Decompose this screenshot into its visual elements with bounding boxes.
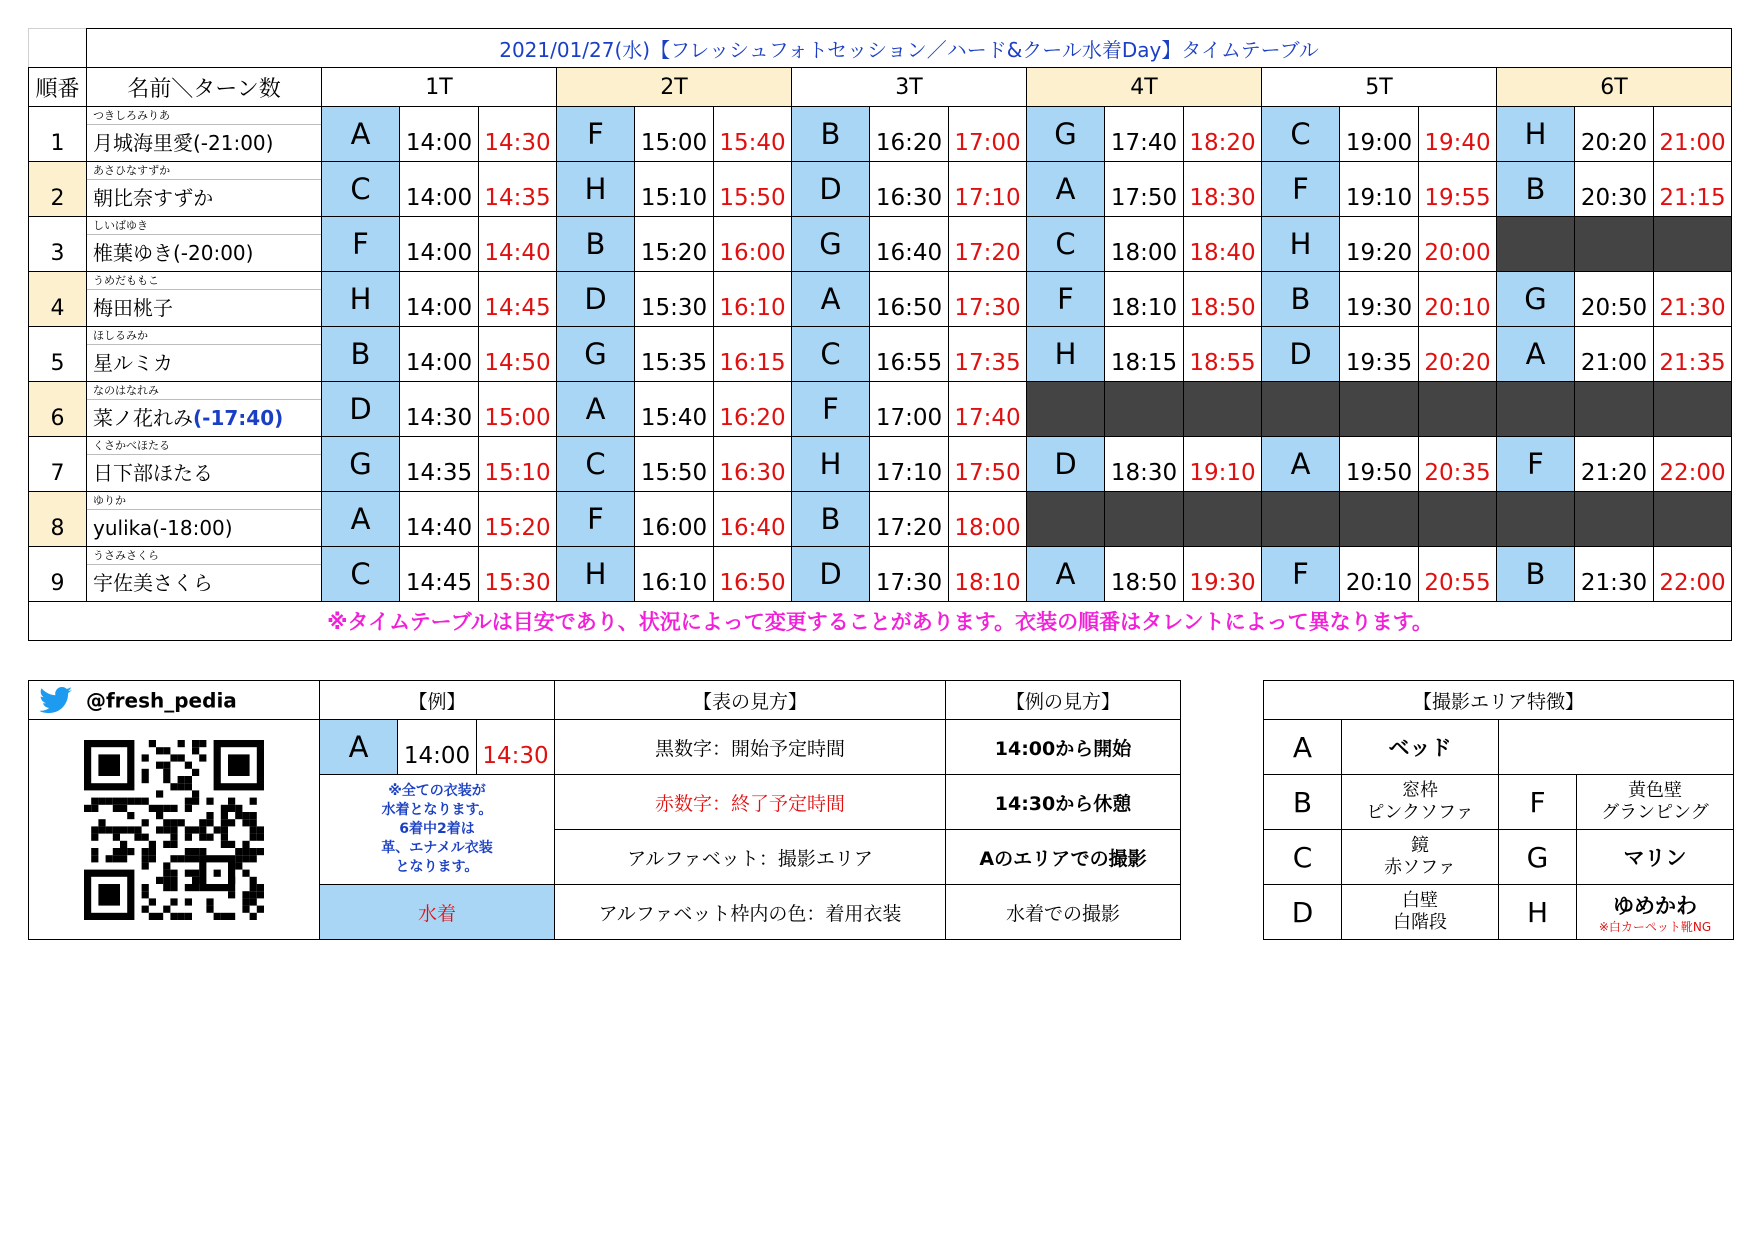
costume-note-line: 水着となります。 bbox=[381, 802, 493, 818]
session-start-time: 18:10 bbox=[1105, 272, 1184, 327]
costume-note-line: 革、エナメル衣装 bbox=[381, 840, 493, 856]
session-area: H bbox=[1497, 107, 1575, 162]
session-end-time: 14:30 bbox=[479, 107, 557, 162]
session-area: D bbox=[792, 547, 870, 602]
session-end-time: 18:20 bbox=[1184, 107, 1262, 162]
notice-text: ※タイムテーブルは目安であり、状況によって変更することがあります。衣装の順番はタレントによって異なります。 bbox=[29, 602, 1732, 641]
costume-note-line: 6着中2着は bbox=[399, 821, 475, 837]
area-feature-a bbox=[1342, 720, 1499, 775]
feature-line: 赤ソファ bbox=[1384, 857, 1456, 878]
area-feature-d bbox=[1342, 885, 1499, 940]
performer-kana: しいばゆき bbox=[87, 217, 321, 235]
performer-name-text: 朝比奈すずか bbox=[93, 186, 214, 210]
session-end-time: 21:15 bbox=[1654, 162, 1732, 217]
session-start-time: 14:00 bbox=[400, 327, 479, 382]
performer-name-text: 星ルミカ bbox=[93, 351, 173, 375]
example-costume-meaning: 水着での撮影 bbox=[946, 885, 1181, 940]
session-area: H bbox=[322, 272, 400, 327]
table-row bbox=[29, 272, 1732, 327]
session-end-time: 15:30 bbox=[479, 547, 557, 602]
session-end-time: 16:00 bbox=[714, 217, 792, 272]
session-end-time: 18:40 bbox=[1184, 217, 1262, 272]
example-area-letter: A bbox=[320, 720, 398, 775]
unavailable-slot bbox=[1262, 382, 1340, 437]
header-turn-6: 6T bbox=[1497, 68, 1732, 107]
row-order: 8 bbox=[29, 492, 87, 547]
table-row bbox=[29, 492, 1732, 547]
performer-name-cell bbox=[87, 327, 322, 382]
performer-name bbox=[87, 510, 321, 546]
session-end-time: 18:50 bbox=[1184, 272, 1262, 327]
session-end-time: 17:00 bbox=[949, 107, 1027, 162]
table-row bbox=[29, 382, 1732, 437]
session-start-time: 17:40 bbox=[1105, 107, 1184, 162]
area-letter-g: G bbox=[1499, 830, 1577, 885]
performer-name-text: 日下部ほたる bbox=[93, 461, 213, 485]
feature-line: ベッド bbox=[1388, 736, 1452, 760]
session-start-time: 21:20 bbox=[1575, 437, 1654, 492]
table-row bbox=[29, 162, 1732, 217]
area-letter-c: C bbox=[1264, 830, 1342, 885]
qr-code-icon[interactable] bbox=[84, 740, 264, 920]
session-area: F bbox=[1027, 272, 1105, 327]
session-area: A bbox=[1027, 547, 1105, 602]
unavailable-slot bbox=[1262, 492, 1340, 547]
session-start-time: 16:00 bbox=[635, 492, 714, 547]
area-feature-f bbox=[1577, 775, 1734, 830]
legend-table bbox=[28, 680, 1181, 940]
session-start-time: 15:40 bbox=[635, 382, 714, 437]
corner-cell bbox=[29, 29, 87, 68]
session-start-time: 15:30 bbox=[635, 272, 714, 327]
session-start-time: 15:20 bbox=[635, 217, 714, 272]
row-order: 4 bbox=[29, 272, 87, 327]
session-start-time: 14:00 bbox=[400, 162, 479, 217]
session-end-time: 21:35 bbox=[1654, 327, 1732, 382]
session-end-time: 16:10 bbox=[714, 272, 792, 327]
session-area: F bbox=[1262, 547, 1340, 602]
session-area: C bbox=[792, 327, 870, 382]
unavailable-slot bbox=[1027, 492, 1105, 547]
area-features-header: 【撮影エリア特徴】 bbox=[1264, 681, 1734, 720]
header-turn-5: 5T bbox=[1262, 68, 1497, 107]
session-end-time: 16:20 bbox=[714, 382, 792, 437]
session-area: D bbox=[1262, 327, 1340, 382]
session-area: H bbox=[1027, 327, 1105, 382]
session-area: A bbox=[557, 382, 635, 437]
unavailable-slot bbox=[1105, 492, 1184, 547]
session-end-time: 21:00 bbox=[1654, 107, 1732, 162]
session-start-time: 19:30 bbox=[1340, 272, 1419, 327]
feature-line: ゆめかわ bbox=[1613, 894, 1697, 918]
table-row bbox=[29, 217, 1732, 272]
performer-name bbox=[87, 290, 321, 326]
performer-name-text: 梅田桃子 bbox=[93, 296, 173, 320]
twitter-bird-icon bbox=[29, 687, 86, 711]
session-area: H bbox=[557, 162, 635, 217]
session-start-time: 20:20 bbox=[1575, 107, 1654, 162]
session-area: B bbox=[792, 107, 870, 162]
session-end-time: 18:30 bbox=[1184, 162, 1262, 217]
session-end-time: 18:55 bbox=[1184, 327, 1262, 382]
feature-line: 白階段 bbox=[1393, 912, 1447, 933]
social-handle bbox=[29, 681, 320, 720]
unavailable-slot bbox=[1419, 382, 1497, 437]
session-end-time: 19:30 bbox=[1184, 547, 1262, 602]
session-area: C bbox=[1027, 217, 1105, 272]
session-start-time: 19:10 bbox=[1340, 162, 1419, 217]
session-start-time: 19:35 bbox=[1340, 327, 1419, 382]
session-area: F bbox=[1262, 162, 1340, 217]
session-area: C bbox=[322, 162, 400, 217]
session-area: F bbox=[322, 217, 400, 272]
session-start-time: 15:00 bbox=[635, 107, 714, 162]
area-feature-h bbox=[1577, 885, 1734, 940]
example-start-meaning: 14:00から開始 bbox=[946, 720, 1181, 775]
session-start-time: 15:10 bbox=[635, 162, 714, 217]
page-title: 2021/01/27(水)【フレッシュフォトセッション／ハード&クール水着Day】タイムテーブル bbox=[87, 29, 1732, 68]
session-end-time: 19:40 bbox=[1419, 107, 1497, 162]
feature-line: 白壁 bbox=[1402, 890, 1438, 911]
performer-name bbox=[87, 455, 321, 491]
area-feature-c bbox=[1342, 830, 1499, 885]
session-start-time: 14:00 bbox=[400, 272, 479, 327]
session-start-time: 15:35 bbox=[635, 327, 714, 382]
session-start-time: 16:50 bbox=[870, 272, 949, 327]
session-end-time: 16:50 bbox=[714, 547, 792, 602]
unavailable-slot bbox=[1497, 382, 1575, 437]
session-area: G bbox=[322, 437, 400, 492]
session-end-time: 20:10 bbox=[1419, 272, 1497, 327]
performer-name bbox=[87, 400, 321, 436]
unavailable-slot bbox=[1184, 382, 1262, 437]
area-h-note: ※白カーペット靴NG bbox=[1598, 920, 1712, 934]
unavailable-slot bbox=[1654, 382, 1732, 437]
costume-note-line: となります。 bbox=[395, 859, 479, 875]
session-area: B bbox=[557, 217, 635, 272]
session-area: C bbox=[322, 547, 400, 602]
row-order: 1 bbox=[29, 107, 87, 162]
performer-name-cell bbox=[87, 492, 322, 547]
session-area: B bbox=[1497, 547, 1575, 602]
session-start-time: 18:50 bbox=[1105, 547, 1184, 602]
session-end-time: 15:00 bbox=[479, 382, 557, 437]
session-area: A bbox=[1262, 437, 1340, 492]
unavailable-slot bbox=[1575, 217, 1654, 272]
session-end-time: 18:00 bbox=[949, 492, 1027, 547]
header-name-turn: 名前＼ターン数 bbox=[87, 68, 322, 107]
session-area: B bbox=[322, 327, 400, 382]
session-start-time: 17:50 bbox=[1105, 162, 1184, 217]
session-start-time: 20:50 bbox=[1575, 272, 1654, 327]
unavailable-slot bbox=[1419, 492, 1497, 547]
performer-kana: ゆりか bbox=[87, 492, 321, 510]
feature-line: ピンクソファ bbox=[1366, 802, 1474, 823]
unavailable-slot bbox=[1340, 492, 1419, 547]
session-start-time: 20:30 bbox=[1575, 162, 1654, 217]
session-end-time: 17:10 bbox=[949, 162, 1027, 217]
session-start-time: 19:00 bbox=[1340, 107, 1419, 162]
performer-kana: うめだももこ bbox=[87, 272, 321, 290]
performer-name bbox=[87, 235, 321, 271]
session-area: H bbox=[792, 437, 870, 492]
area-letter-d: D bbox=[1264, 885, 1342, 940]
session-area: D bbox=[322, 382, 400, 437]
example-header: 【例】 bbox=[320, 681, 555, 720]
qr-code-cell bbox=[29, 720, 320, 940]
area-features-table bbox=[1263, 680, 1734, 940]
area-feature-b bbox=[1342, 775, 1499, 830]
session-area: C bbox=[1262, 107, 1340, 162]
session-start-time: 16:30 bbox=[870, 162, 949, 217]
session-area: F bbox=[1497, 437, 1575, 492]
session-end-time: 22:00 bbox=[1654, 437, 1732, 492]
area-letter-b: B bbox=[1264, 775, 1342, 830]
session-end-time: 15:40 bbox=[714, 107, 792, 162]
performer-name-text: 宇佐美さくら bbox=[93, 571, 213, 595]
performer-kana: つきしろみりあ bbox=[87, 107, 321, 125]
performer-leave-note: (-17:40) bbox=[193, 406, 284, 430]
session-end-time: 15:10 bbox=[479, 437, 557, 492]
example-start-time: 14:00 bbox=[398, 720, 477, 775]
header-turn-4: 4T bbox=[1027, 68, 1262, 107]
feature-line: グランピング bbox=[1601, 802, 1709, 823]
session-area: F bbox=[792, 382, 870, 437]
session-start-time: 14:30 bbox=[400, 382, 479, 437]
performer-name-cell bbox=[87, 217, 322, 272]
howto-header: 【表の見方】 bbox=[555, 681, 946, 720]
performer-name-cell bbox=[87, 382, 322, 437]
area-empty-cell bbox=[1499, 720, 1734, 775]
session-area: A bbox=[322, 492, 400, 547]
unavailable-slot bbox=[1654, 492, 1732, 547]
session-area: G bbox=[1497, 272, 1575, 327]
row-order: 9 bbox=[29, 547, 87, 602]
example-howto-header: 【例の見方】 bbox=[946, 681, 1181, 720]
session-area: C bbox=[557, 437, 635, 492]
unavailable-slot bbox=[1184, 492, 1262, 547]
header-order: 順番 bbox=[29, 68, 87, 107]
session-start-time: 16:40 bbox=[870, 217, 949, 272]
table-row bbox=[29, 327, 1732, 382]
performer-kana: うさみさくら bbox=[87, 547, 321, 565]
feature-line: マリン bbox=[1623, 846, 1687, 870]
performer-kana: ほしるみか bbox=[87, 327, 321, 345]
session-end-time: 14:45 bbox=[479, 272, 557, 327]
row-order: 3 bbox=[29, 217, 87, 272]
session-start-time: 17:30 bbox=[870, 547, 949, 602]
timetable bbox=[28, 28, 1732, 641]
header-turn-3: 3T bbox=[792, 68, 1027, 107]
session-area: D bbox=[792, 162, 870, 217]
session-start-time: 21:30 bbox=[1575, 547, 1654, 602]
performer-name bbox=[87, 180, 321, 216]
performer-name-text: yulika(-18:00) bbox=[93, 516, 233, 540]
area-letter-h: H bbox=[1499, 885, 1577, 940]
performer-name-text: 菜ノ花れみ bbox=[93, 406, 193, 430]
session-area: A bbox=[322, 107, 400, 162]
session-start-time: 16:55 bbox=[870, 327, 949, 382]
unavailable-slot bbox=[1497, 492, 1575, 547]
unavailable-slot bbox=[1575, 492, 1654, 547]
session-area: G bbox=[792, 217, 870, 272]
row-order: 6 bbox=[29, 382, 87, 437]
session-end-time: 17:40 bbox=[949, 382, 1027, 437]
unavailable-slot bbox=[1340, 382, 1419, 437]
performer-name-cell bbox=[87, 437, 322, 492]
unavailable-slot bbox=[1027, 382, 1105, 437]
session-end-time: 17:50 bbox=[949, 437, 1027, 492]
feature-line: 鏡 bbox=[1411, 835, 1429, 856]
session-end-time: 19:55 bbox=[1419, 162, 1497, 217]
performer-name-cell bbox=[87, 107, 322, 162]
header-turn-2: 2T bbox=[557, 68, 792, 107]
performer-name-cell bbox=[87, 272, 322, 327]
session-area: B bbox=[1497, 162, 1575, 217]
session-start-time: 14:45 bbox=[400, 547, 479, 602]
session-start-time: 14:00 bbox=[400, 107, 479, 162]
feature-line: 黄色壁 bbox=[1628, 780, 1682, 801]
session-start-time: 17:00 bbox=[870, 382, 949, 437]
area-letter-a: A bbox=[1264, 720, 1342, 775]
session-end-time: 22:00 bbox=[1654, 547, 1732, 602]
session-end-time: 20:00 bbox=[1419, 217, 1497, 272]
session-end-time: 18:10 bbox=[949, 547, 1027, 602]
session-area: F bbox=[557, 492, 635, 547]
unavailable-slot bbox=[1105, 382, 1184, 437]
session-end-time: 19:10 bbox=[1184, 437, 1262, 492]
session-end-time: 20:35 bbox=[1419, 437, 1497, 492]
costume-note-line: ※全ての衣装が bbox=[388, 783, 486, 799]
example-end-meaning: 14:30から休憩 bbox=[946, 775, 1181, 830]
session-end-time: 17:35 bbox=[949, 327, 1027, 382]
session-end-time: 17:30 bbox=[949, 272, 1027, 327]
feature-line: 窓枠 bbox=[1402, 780, 1438, 801]
howto-black-number: 黒数字：開始予定時間 bbox=[555, 720, 946, 775]
session-area: B bbox=[1262, 272, 1340, 327]
session-start-time: 14:00 bbox=[400, 217, 479, 272]
session-start-time: 20:10 bbox=[1340, 547, 1419, 602]
handle-text[interactable]: @fresh_pedia bbox=[85, 688, 237, 713]
session-end-time: 20:55 bbox=[1419, 547, 1497, 602]
table-row bbox=[29, 547, 1732, 602]
session-end-time: 14:40 bbox=[479, 217, 557, 272]
area-letter-f: F bbox=[1499, 775, 1577, 830]
session-start-time: 19:20 bbox=[1340, 217, 1419, 272]
performer-name bbox=[87, 345, 321, 381]
session-area: G bbox=[557, 327, 635, 382]
performer-name-cell bbox=[87, 547, 322, 602]
area-feature-g bbox=[1577, 830, 1734, 885]
performer-name-cell bbox=[87, 162, 322, 217]
session-area: G bbox=[1027, 107, 1105, 162]
session-end-time: 21:30 bbox=[1654, 272, 1732, 327]
session-end-time: 20:20 bbox=[1419, 327, 1497, 382]
performer-kana: なのはなれみ bbox=[87, 382, 321, 400]
performer-name bbox=[87, 565, 321, 601]
howto-red-number: 赤数字：終了予定時間 bbox=[555, 775, 946, 830]
row-order: 7 bbox=[29, 437, 87, 492]
unavailable-slot bbox=[1654, 217, 1732, 272]
session-end-time: 14:50 bbox=[479, 327, 557, 382]
performer-name-text: 椎葉ゆき(-20:00) bbox=[93, 241, 254, 265]
session-start-time: 17:10 bbox=[870, 437, 949, 492]
session-start-time: 15:50 bbox=[635, 437, 714, 492]
row-order: 5 bbox=[29, 327, 87, 382]
costume-note bbox=[320, 775, 555, 885]
row-order: 2 bbox=[29, 162, 87, 217]
session-start-time: 17:20 bbox=[870, 492, 949, 547]
session-area: D bbox=[1027, 437, 1105, 492]
costume-swimsuit: 水着 bbox=[320, 885, 555, 940]
example-end-time: 14:30 bbox=[477, 720, 555, 775]
session-area: H bbox=[557, 547, 635, 602]
session-area: D bbox=[557, 272, 635, 327]
session-area: A bbox=[1497, 327, 1575, 382]
howto-alphabet-color: アルファベット枠内の色：着用衣装 bbox=[555, 885, 946, 940]
session-start-time: 16:20 bbox=[870, 107, 949, 162]
unavailable-slot bbox=[1497, 217, 1575, 272]
table-row bbox=[29, 437, 1732, 492]
howto-alphabet: アルファベット：撮影エリア bbox=[555, 830, 946, 885]
session-area: A bbox=[792, 272, 870, 327]
session-end-time: 16:30 bbox=[714, 437, 792, 492]
session-area: B bbox=[792, 492, 870, 547]
session-area: H bbox=[1262, 217, 1340, 272]
session-start-time: 18:30 bbox=[1105, 437, 1184, 492]
session-start-time: 18:00 bbox=[1105, 217, 1184, 272]
session-end-time: 15:20 bbox=[479, 492, 557, 547]
performer-name bbox=[87, 125, 321, 161]
header-turn-1: 1T bbox=[322, 68, 557, 107]
session-start-time: 16:10 bbox=[635, 547, 714, 602]
session-end-time: 16:15 bbox=[714, 327, 792, 382]
example-area-meaning: Aのエリアでの撮影 bbox=[946, 830, 1181, 885]
performer-kana: あさひなすずか bbox=[87, 162, 321, 180]
performer-kana: くさかべほたる bbox=[87, 437, 321, 455]
session-area: A bbox=[1027, 162, 1105, 217]
session-start-time: 14:35 bbox=[400, 437, 479, 492]
session-start-time: 19:50 bbox=[1340, 437, 1419, 492]
session-end-time: 16:40 bbox=[714, 492, 792, 547]
session-area: F bbox=[557, 107, 635, 162]
session-start-time: 21:00 bbox=[1575, 327, 1654, 382]
session-end-time: 17:20 bbox=[949, 217, 1027, 272]
session-end-time: 14:35 bbox=[479, 162, 557, 217]
performer-name-text: 月城海里愛(-21:00) bbox=[93, 131, 274, 155]
session-start-time: 18:15 bbox=[1105, 327, 1184, 382]
session-end-time: 15:50 bbox=[714, 162, 792, 217]
unavailable-slot bbox=[1575, 382, 1654, 437]
table-row bbox=[29, 107, 1732, 162]
session-start-time: 14:40 bbox=[400, 492, 479, 547]
